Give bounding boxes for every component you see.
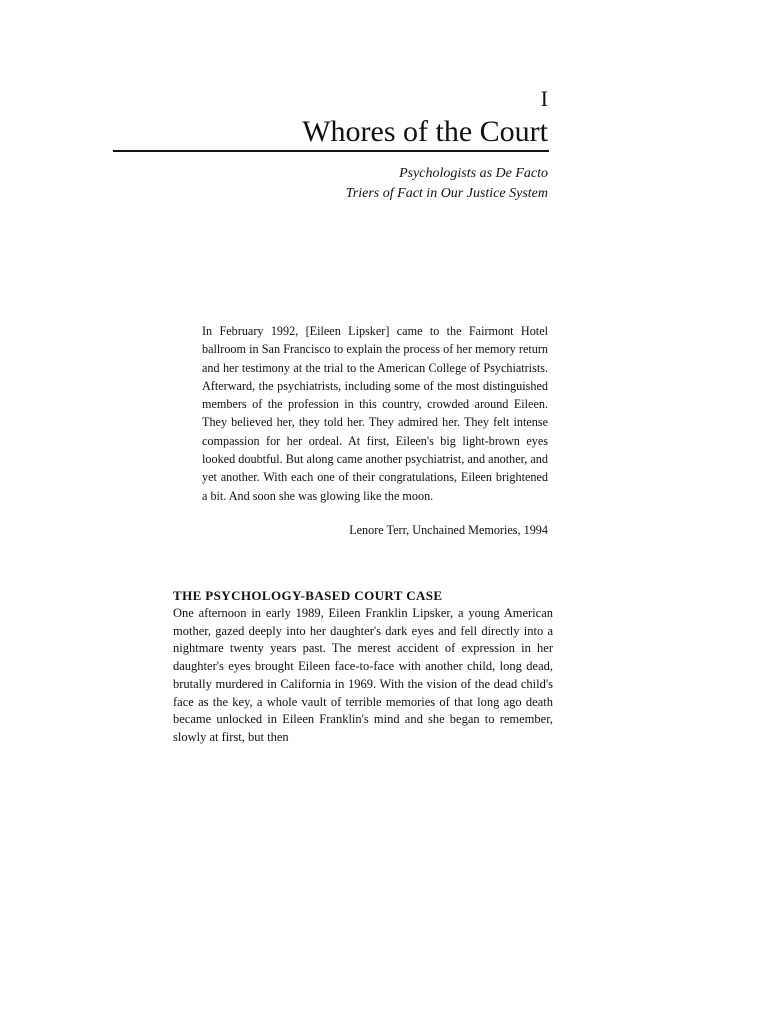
section-heading: THE PSYCHOLOGY-BASED COURT CASE [173, 588, 443, 603]
chapter-title: Whores of the Court [302, 115, 548, 148]
chapter-number: I [540, 86, 548, 111]
chapter-subtitle-line-1: Psychologists as De Facto [399, 166, 548, 181]
epigraph-quote: In February 1992, [Eileen Lipsker] came to the Fairmont Hotel ballroom in San Francisco to explain the process of her memory return and her testimony at the trial to the American College of Psychiatrists. Afterward, the psychiatrists, including some of the most distinguished members of the profession in this country, crowded around Eileen. They believed her, they told her. They admired her. They felt intense compassion for her ordeal. At first, Eileen's big light-brown eyes looked doubtful. But along came another psychiatrist, and another, and yet another. With each one of their congratulations, Eileen brightened a bit. And soon she was glowing like the moon. [202, 324, 548, 503]
epigraph-attribution: Lenore Terr, Unchained Memories, 1994 [349, 523, 548, 537]
body-paragraph: One afternoon in early 1989, Eileen Franklin Lipsker, a young American mother, gazed deeply into her daughter's dark eyes and fell directly into a nightmare twenty years past. The merest accident of expression in her daughter's eyes brought Eileen face-to-face with another child, long dead, brutally murdered in California in 1969. With the vision of the dead child's face as the key, a whole vault of terrible memories of that long ago death became unlocked in Eileen Franklin's mind and she began to remember, slowly at first, but then [173, 606, 553, 744]
chapter-subtitle-line-2: Triers of Fact in Our Justice System [345, 186, 548, 201]
title-rule [113, 150, 549, 152]
